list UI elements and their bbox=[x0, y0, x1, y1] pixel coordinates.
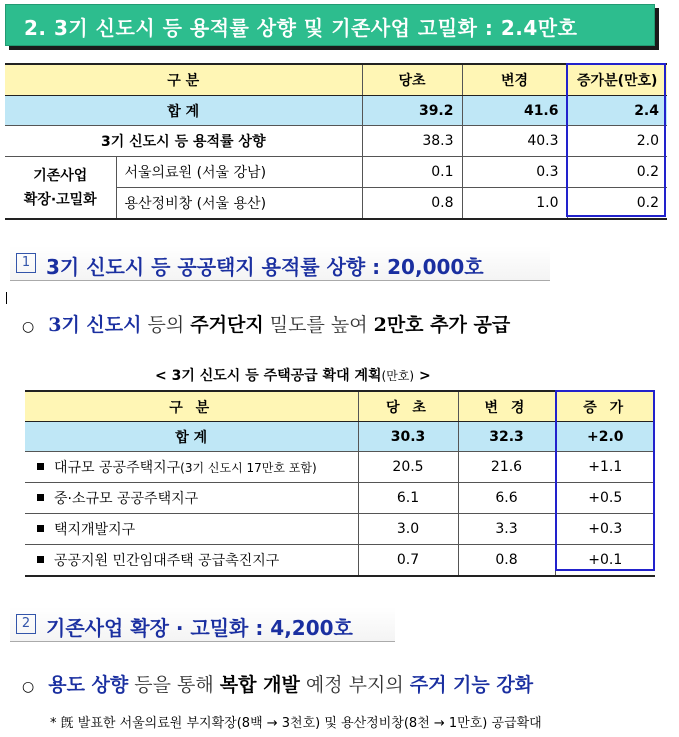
col-header-increase: 증 가 bbox=[555, 391, 655, 422]
footnote: * 旣 발표한 서울의료원 부지확장(8백 → 3천호) 및 용산정비창(8천 → 1만호) 공급확대 bbox=[50, 716, 542, 731]
row-before: 0.7 bbox=[358, 545, 458, 577]
row-after: 0.3 bbox=[462, 157, 567, 188]
col-header-after: 변경 bbox=[462, 64, 567, 96]
row-label-note: (3기 신도시 17만호 포함) bbox=[180, 461, 317, 475]
bullet-text: 복합 개발 bbox=[219, 674, 300, 696]
bullet-marker: ○ bbox=[22, 679, 35, 695]
table-row bbox=[25, 483, 655, 514]
row-label bbox=[25, 452, 358, 483]
row-label: 3기 신도시 등 용적률 상향 bbox=[5, 126, 362, 157]
bullet-text: 2만호 추가 공급 bbox=[373, 314, 511, 336]
row-before: 3.0 bbox=[358, 514, 458, 545]
bullet-text: 3기 신도시 bbox=[48, 314, 142, 336]
total-after: 41.6 bbox=[462, 96, 567, 126]
section-title: 2. 3기 신도시 등 용적률 상향 및 기존사업 고밀화 : 2.4만호 bbox=[24, 16, 578, 40]
bullet-marker: ○ bbox=[22, 319, 35, 335]
row-before: 0.8 bbox=[362, 188, 462, 220]
total-before: 39.2 bbox=[362, 96, 462, 126]
total-row bbox=[5, 96, 667, 126]
row-label: 용산정비창 (서울 용산) bbox=[116, 188, 362, 220]
row-after: 40.3 bbox=[462, 126, 567, 157]
square-bullet-icon bbox=[37, 463, 44, 470]
text-cursor bbox=[6, 292, 7, 304]
col-header-category: 구 분 bbox=[5, 64, 362, 96]
row-increase: 0.2 bbox=[567, 188, 667, 220]
square-bullet-icon bbox=[37, 525, 44, 532]
total-increase: +2.0 bbox=[555, 422, 655, 452]
row-label bbox=[25, 483, 358, 514]
table-caption bbox=[155, 365, 431, 385]
table-header-row bbox=[5, 64, 667, 96]
caption-text: < 3기 신도시 등 주택공급 확대 계획 bbox=[155, 368, 382, 384]
row-increase: +1.1 bbox=[555, 452, 655, 483]
bullet-text: 밀도를 높여 bbox=[263, 314, 374, 336]
row-label bbox=[25, 545, 358, 577]
row-before: 6.1 bbox=[358, 483, 458, 514]
section-title-banner bbox=[5, 4, 655, 46]
total-label: 합 계 bbox=[5, 96, 362, 126]
bullet-text: 용도 상향 bbox=[48, 674, 129, 696]
row-increase: 0.2 bbox=[567, 157, 667, 188]
total-before: 30.3 bbox=[358, 422, 458, 452]
caption-text: > bbox=[414, 368, 431, 384]
row-label-text: 중·소규모 공공주택지구 bbox=[54, 491, 199, 507]
table-row bbox=[25, 545, 655, 577]
table-row bbox=[25, 452, 655, 483]
bullet-text: 주거단지 bbox=[190, 314, 264, 336]
row-before: 0.1 bbox=[362, 157, 462, 188]
group-label-line2: 확장·고밀화 bbox=[23, 191, 97, 208]
row-label bbox=[25, 514, 358, 545]
bullet-text: 등을 통해 bbox=[128, 674, 220, 696]
housing-plan-table bbox=[25, 390, 655, 577]
row-increase: +0.5 bbox=[555, 483, 655, 514]
caption-unit: (만호) bbox=[381, 369, 415, 383]
bullet-text: 예정 부지의 bbox=[299, 674, 410, 696]
section-number: 2 bbox=[16, 614, 36, 634]
row-before: 20.5 bbox=[358, 452, 458, 483]
table-header-row bbox=[25, 391, 655, 422]
row-label-text: 대규모 공공주택지구 bbox=[54, 460, 181, 476]
row-after: 21.6 bbox=[458, 452, 555, 483]
row-before: 38.3 bbox=[362, 126, 462, 157]
table-row bbox=[25, 514, 655, 545]
total-label: 합 계 bbox=[25, 422, 358, 452]
col-header-increase: 증가분(만호) bbox=[567, 64, 667, 96]
row-label-text: 공공지원 민간임대주택 공급촉진지구 bbox=[54, 553, 280, 569]
row-label: 서울의료원 (서울 강남) bbox=[116, 157, 362, 188]
row-after: 3.3 bbox=[458, 514, 555, 545]
bullet-item-2 bbox=[22, 670, 533, 697]
row-increase: +0.1 bbox=[555, 545, 655, 577]
square-bullet-icon bbox=[37, 494, 44, 501]
row-after: 0.8 bbox=[458, 545, 555, 577]
section-heading: 기존사업 확장 · 고밀화 : 4,200호 bbox=[46, 616, 353, 640]
section-header-1 bbox=[10, 246, 550, 281]
col-header-category: 구 분 bbox=[25, 391, 358, 422]
supply-increase-table bbox=[5, 63, 667, 220]
table-row bbox=[5, 157, 667, 188]
col-header-before: 당초 bbox=[362, 64, 462, 96]
bullet-item-1 bbox=[22, 310, 510, 337]
table-row bbox=[5, 126, 667, 157]
row-increase: +0.3 bbox=[555, 514, 655, 545]
col-header-before: 당 초 bbox=[358, 391, 458, 422]
total-increase: 2.4 bbox=[567, 96, 667, 126]
row-label-text: 택지개발지구 bbox=[54, 522, 136, 538]
section-heading: 3기 신도시 등 공공택지 용적률 상향 : 20,000호 bbox=[46, 255, 484, 279]
bullet-text: 등의 bbox=[141, 314, 191, 336]
row-after: 6.6 bbox=[458, 483, 555, 514]
group-label-line1: 기존사업 bbox=[33, 167, 88, 184]
section-number: 1 bbox=[16, 253, 36, 273]
bullet-text: 주거 기능 강화 bbox=[409, 674, 534, 696]
row-increase: 2.0 bbox=[567, 126, 667, 157]
section-header-2 bbox=[10, 607, 395, 642]
square-bullet-icon bbox=[37, 556, 44, 563]
total-after: 32.3 bbox=[458, 422, 555, 452]
col-header-after: 변 경 bbox=[458, 391, 555, 422]
total-row bbox=[25, 422, 655, 452]
row-after: 1.0 bbox=[462, 188, 567, 220]
group-label bbox=[5, 157, 116, 220]
